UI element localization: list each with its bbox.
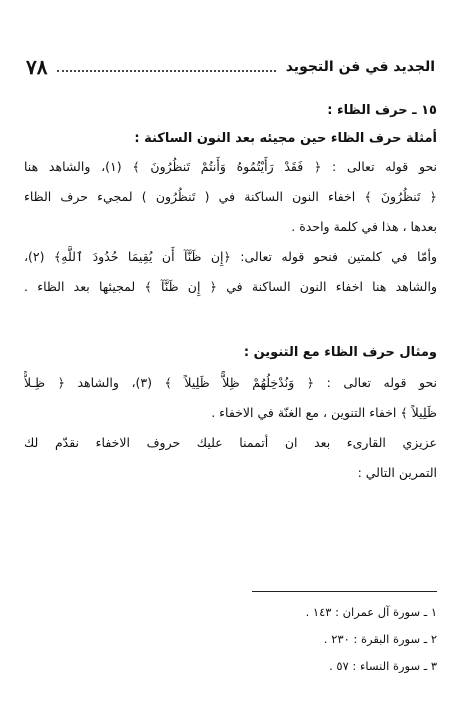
dotted-leader <box>57 62 275 72</box>
footnote-3: ٣ ـ سورة النساء : ٥٧ . <box>329 659 437 673</box>
subheading-noon-sakinah: أمثلة حرف الظاء حين مجيئه بعد النون الساكنة : <box>134 131 437 146</box>
text-line: وأمّا في كلمتين فنحو قوله تعالى: ﴿إِن ظَنَّآ أَن يُقِيمَا حُدُودَ ٱللَّهِ﴾ (٢)، <box>24 249 437 264</box>
text-line: التمرين التالي : <box>357 465 437 480</box>
text-line: ﴿ تَنظُرُونَ ﴾ اخفاء النون الساكنة في ( تَنظُرُون ) لمجيء حرف الظاء <box>24 189 437 204</box>
text-line: نحو قوله تعالى : ﴿ وَنُدْخِلُهُمْ ظِلاًّ ظَلِيلاً ﴾ (٣)، والشاهد ﴿ ظِـلاًّ <box>24 375 437 390</box>
text-line: نحو قوله تعالى : ﴿ فَقَدْ رَأَيْتُمُوهُ وَأَنتُمْ تَنظُرُونَ ﴾ (١)، والشاهد هنا <box>24 159 437 174</box>
section-heading: ١٥ ـ حرف الظاء : <box>327 103 437 118</box>
running-title: الجديد في فن التجويد <box>285 59 435 75</box>
text-line: ظَلِيلاً ﴾ اخفاء التنوين ، مع الغنّة في الاخفاء . <box>211 405 437 420</box>
text-line: والشاهد هنا اخفاء النون الساكنة في ﴿ إِن ظَنَّآ ﴾ لمجيئها بعد الظاء . <box>24 279 437 294</box>
subheading-tanween: ومثال حرف الظاء مع التنوين : <box>243 345 437 360</box>
page-number: ٧٨ <box>26 55 48 79</box>
page-header <box>26 52 435 82</box>
footnote-2: ٢ ـ سورة البقرة : ٢٣٠ . <box>323 632 437 646</box>
text-line: بعدها ، هذا في كلمة واحدة . <box>291 219 437 234</box>
footnote-separator <box>252 591 437 592</box>
text-line: عزيزي القارىء بعد ان أتممنا عليك حروف الاخفاء نقدّم لك <box>24 435 437 450</box>
footnote-1: ١ ـ سورة آل عمران : ١٤٣ . <box>305 605 437 619</box>
